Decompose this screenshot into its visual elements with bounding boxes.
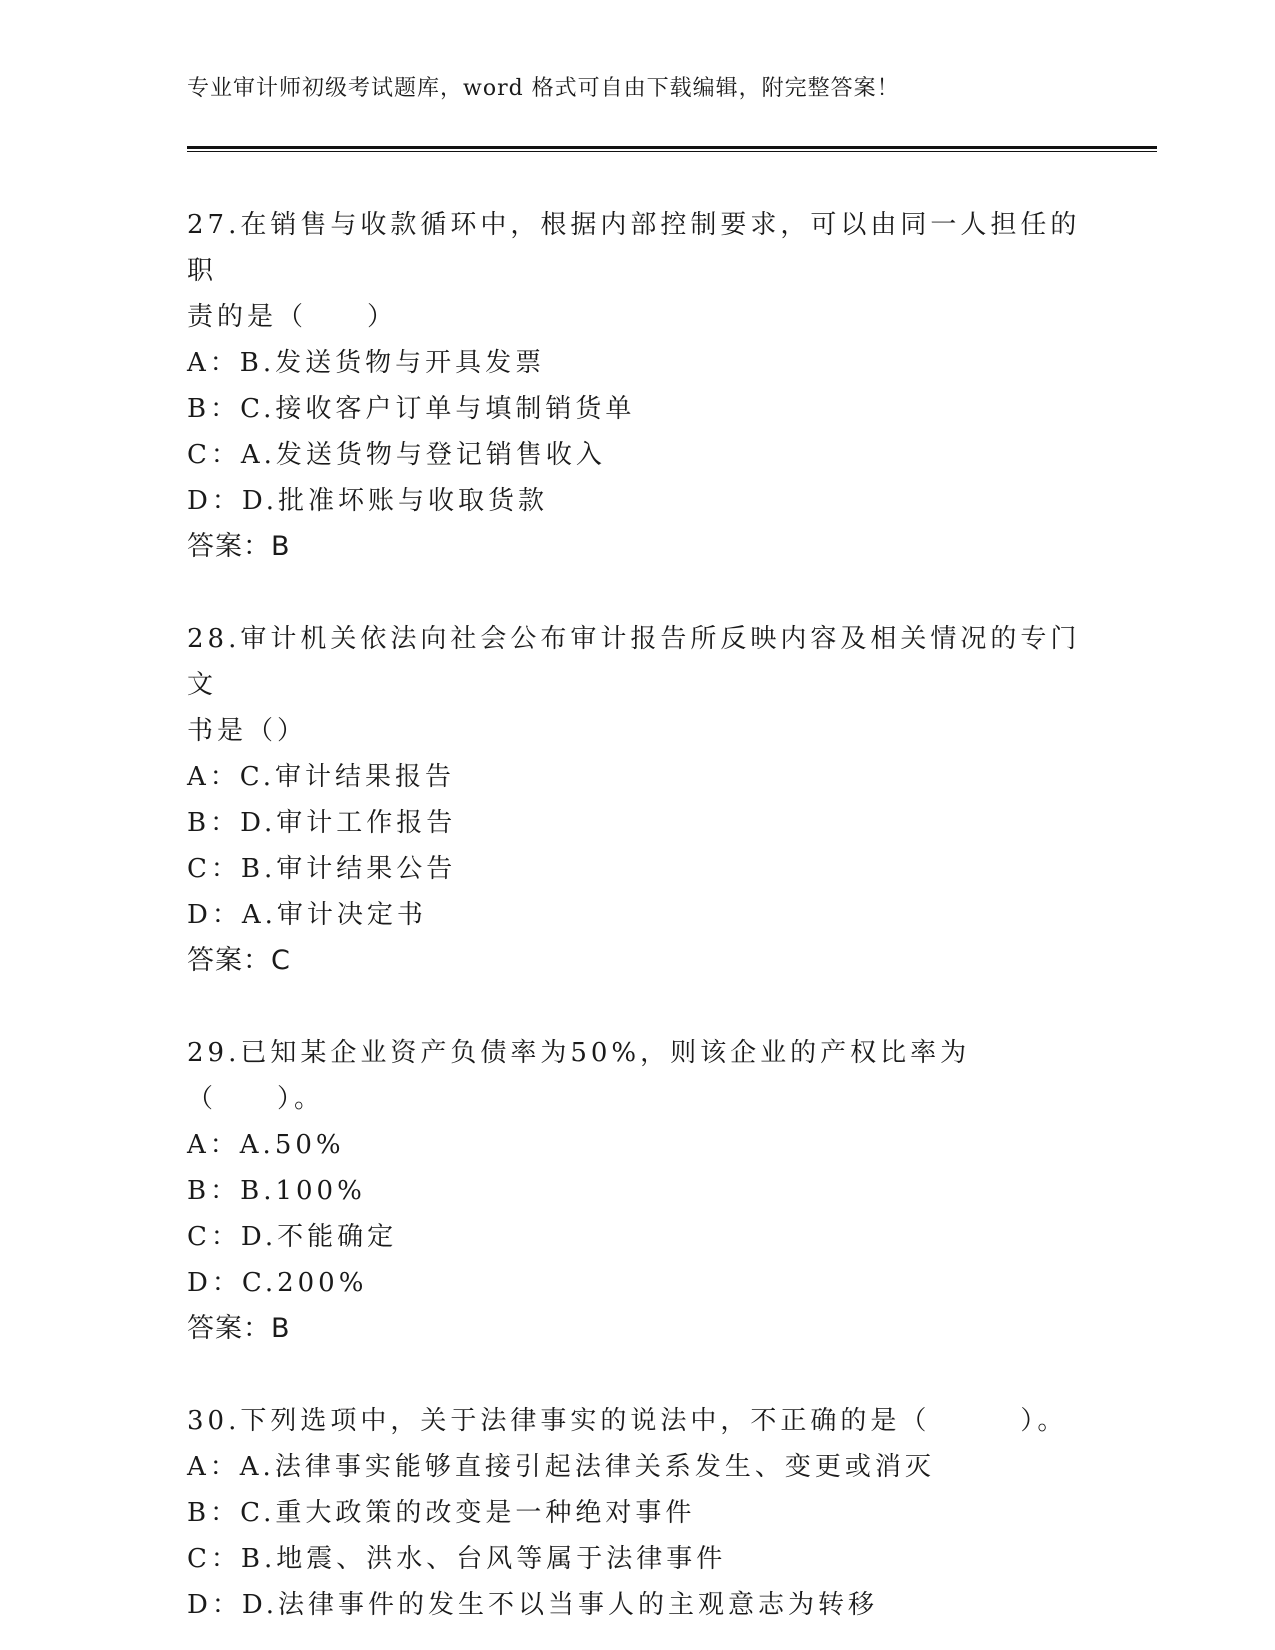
question-stem — [187, 1030, 1087, 1122]
question-list — [187, 202, 1087, 1628]
page-header: 专业审计师初级考试题库，word 格式可自由下载编辑，附完整答案！ — [187, 76, 900, 101]
question-29 — [187, 1030, 1087, 1352]
option-c: C：B.审计结果公告 — [187, 854, 457, 884]
option-d: D：C.200% — [187, 1268, 368, 1298]
question-stem-line: 29.已知某企业资产负债率为50%，则该企业的产权比率为（ ）。 — [187, 1038, 971, 1114]
question-stem-line: 27.在销售与收款循环中，根据内部控制要求，可以由同一人担任的职 — [187, 210, 1081, 286]
question-stem — [187, 202, 1087, 340]
option-b: B：D.审计工作报告 — [187, 808, 457, 838]
option-a: A：A.法律事实能够直接引起法律关系发生、变更或消灭 — [187, 1452, 935, 1482]
question-30 — [187, 1398, 1087, 1628]
option-c: C：D.不能确定 — [187, 1222, 398, 1252]
question-stem-line: 30.下列选项中，关于法律事实的说法中，不正确的是（ ）。 — [187, 1406, 1068, 1436]
question-27 — [187, 202, 1087, 570]
question-28 — [187, 616, 1087, 984]
spacer — [187, 1352, 1087, 1398]
option-a: A：A.50% — [187, 1130, 345, 1160]
answer-line: 答案：B — [187, 531, 291, 562]
option-d: D：D.法律事件的发生不以当事人的主观意志为转移 — [187, 1590, 879, 1620]
option-a: A：C.审计结果报告 — [187, 762, 456, 792]
header-rule-thin — [187, 151, 1157, 152]
question-stem — [187, 1398, 1087, 1444]
option-b: B：B.100% — [187, 1176, 366, 1206]
option-c: C：B.地震、洪水、台风等属于法律事件 — [187, 1544, 727, 1574]
spacer — [187, 984, 1087, 1030]
question-stem-line: 责的是（ ） — [187, 302, 398, 332]
option-a: A：B.发送货物与开具发票 — [187, 348, 546, 378]
option-b: B：C.重大政策的改变是一种绝对事件 — [187, 1498, 696, 1528]
option-d: D：D.批准坏账与收取货款 — [187, 486, 549, 516]
option-d: D：A.审计决定书 — [187, 900, 427, 930]
spacer — [187, 570, 1087, 616]
header-rule-thick — [187, 146, 1157, 149]
answer-line: 答案：B — [187, 1313, 291, 1344]
question-stem — [187, 616, 1087, 754]
option-b: B：C.接收客户订单与填制销货单 — [187, 394, 636, 424]
question-stem-line: 书是（） — [187, 716, 308, 746]
question-stem-line: 28.审计机关依法向社会公布审计报告所反映内容及相关情况的专门文 — [187, 624, 1081, 700]
option-c: C：A.发送货物与登记销售收入 — [187, 440, 606, 470]
answer-line: 答案：C — [187, 945, 291, 976]
